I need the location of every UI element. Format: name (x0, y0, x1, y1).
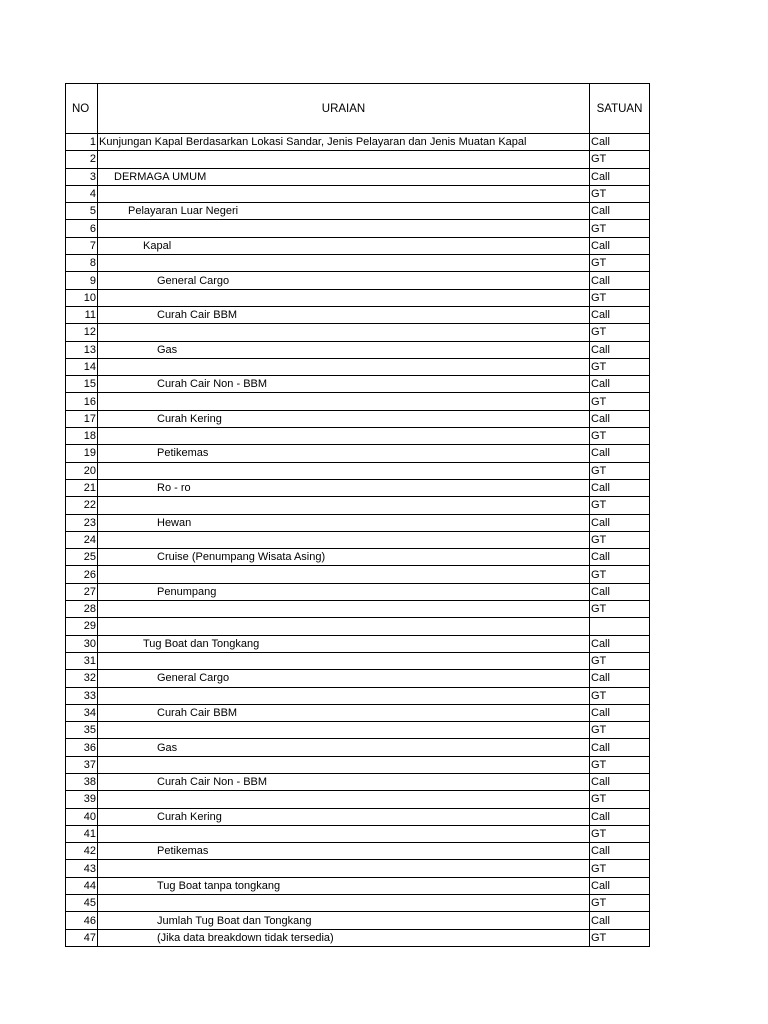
uraian-cell[interactable] (98, 791, 590, 808)
row-number-cell[interactable]: 35 (66, 722, 98, 739)
satuan-cell[interactable]: GT (590, 289, 650, 306)
satuan-cell[interactable]: Call (590, 808, 650, 825)
row-number-cell[interactable]: 20 (66, 462, 98, 479)
uraian-cell[interactable]: Curah Kering (98, 808, 590, 825)
satuan-cell[interactable]: Call (590, 843, 650, 860)
satuan-cell[interactable]: GT (590, 531, 650, 548)
uraian-cell[interactable] (98, 185, 590, 202)
uraian-cell[interactable]: Curah Cair Non - BBM (98, 773, 590, 790)
row-number-cell[interactable]: 15 (66, 376, 98, 393)
table-row (66, 341, 650, 358)
table-header (66, 84, 650, 134)
uraian-cell[interactable] (98, 756, 590, 773)
table-row (66, 410, 650, 427)
table-row (66, 912, 650, 929)
uraian-cell[interactable]: Ro - ro (98, 479, 590, 496)
row-number-cell[interactable]: 4 (66, 185, 98, 202)
table-row (66, 428, 650, 445)
satuan-cell[interactable]: GT (590, 601, 650, 618)
table-row (66, 791, 650, 808)
satuan-cell[interactable]: Call (590, 134, 650, 151)
uraian-cell[interactable] (98, 393, 590, 410)
uraian-cell[interactable]: Tug Boat tanpa tongkang (98, 877, 590, 894)
uraian-cell[interactable]: Curah Kering (98, 410, 590, 427)
satuan-cell[interactable]: Call (590, 341, 650, 358)
table-row (66, 168, 650, 185)
table-row (66, 324, 650, 341)
row-number-cell[interactable]: 47 (66, 929, 98, 946)
uraian-cell[interactable]: Kapal (98, 237, 590, 254)
table-row (66, 929, 650, 946)
satuan-cell[interactable]: GT (590, 428, 650, 445)
uraian-cell[interactable] (98, 151, 590, 168)
row-number-cell[interactable]: 46 (66, 912, 98, 929)
row-number-cell[interactable]: 18 (66, 428, 98, 445)
uraian-cell[interactable] (98, 497, 590, 514)
uraian-cell[interactable] (98, 687, 590, 704)
satuan-cell[interactable]: GT (590, 825, 650, 842)
satuan-cell[interactable]: Call (590, 203, 650, 220)
table-row (66, 670, 650, 687)
row-number-cell[interactable]: 27 (66, 583, 98, 600)
table-row (66, 306, 650, 323)
satuan-cell[interactable]: GT (590, 791, 650, 808)
satuan-cell[interactable]: Call (590, 306, 650, 323)
table-row (66, 549, 650, 566)
table-row (66, 895, 650, 912)
table-row (66, 497, 650, 514)
row-number-cell[interactable]: 44 (66, 877, 98, 894)
table-row (66, 825, 650, 842)
satuan-cell[interactable]: Call (590, 549, 650, 566)
satuan-cell[interactable]: GT (590, 358, 650, 375)
row-number-cell[interactable]: 40 (66, 808, 98, 825)
row-number-cell[interactable]: 32 (66, 670, 98, 687)
table-row (66, 877, 650, 894)
uraian-cell[interactable]: Curah Cair BBM (98, 704, 590, 721)
header-row (66, 84, 650, 134)
satuan-cell[interactable]: GT (590, 860, 650, 877)
table-row (66, 566, 650, 583)
row-number-cell[interactable]: 43 (66, 860, 98, 877)
row-number-cell[interactable]: 36 (66, 739, 98, 756)
uraian-cell[interactable]: General Cargo (98, 272, 590, 289)
uraian-cell[interactable]: Petikemas (98, 445, 590, 462)
satuan-cell[interactable]: GT (590, 687, 650, 704)
satuan-cell[interactable]: GT (590, 393, 650, 410)
row-number-cell[interactable]: 39 (66, 791, 98, 808)
row-number-cell[interactable]: 3 (66, 168, 98, 185)
uraian-cell[interactable]: Pelayaran Luar Negeri (98, 203, 590, 220)
table-row (66, 237, 650, 254)
row-number-cell[interactable]: 7 (66, 237, 98, 254)
satuan-cell[interactable]: GT (590, 185, 650, 202)
column-header-no[interactable]: NO (66, 84, 98, 134)
table-row (66, 479, 650, 496)
satuan-cell[interactable]: GT (590, 462, 650, 479)
table-row (66, 514, 650, 531)
row-number-cell[interactable]: 37 (66, 756, 98, 773)
satuan-cell[interactable]: Call (590, 445, 650, 462)
uraian-cell[interactable] (98, 895, 590, 912)
table-row (66, 203, 650, 220)
row-number-cell[interactable]: 8 (66, 255, 98, 272)
table-row (66, 358, 650, 375)
row-number-cell[interactable]: 21 (66, 479, 98, 496)
satuan-cell[interactable]: Call (590, 635, 650, 652)
satuan-cell[interactable]: GT (590, 255, 650, 272)
satuan-cell[interactable]: Call (590, 704, 650, 721)
uraian-cell[interactable]: Kunjungan Kapal Berdasarkan Lokasi Sandar, Jenis Pelayaran dan Jenis Muatan Kapal (98, 134, 590, 151)
uraian-cell[interactable] (98, 601, 590, 618)
uraian-cell[interactable] (98, 358, 590, 375)
table-row (66, 289, 650, 306)
satuan-cell[interactable]: GT (590, 324, 650, 341)
satuan-cell[interactable]: GT (590, 652, 650, 669)
row-number-cell[interactable]: 10 (66, 289, 98, 306)
uraian-cell[interactable]: Gas (98, 341, 590, 358)
row-number-cell[interactable]: 28 (66, 601, 98, 618)
row-number-cell[interactable]: 26 (66, 566, 98, 583)
satuan-cell[interactable]: Call (590, 168, 650, 185)
uraian-cell[interactable]: Curah Cair Non - BBM (98, 376, 590, 393)
row-number-cell[interactable]: 25 (66, 549, 98, 566)
row-number-cell[interactable]: 11 (66, 306, 98, 323)
satuan-cell[interactable]: Call (590, 877, 650, 894)
uraian-cell[interactable] (98, 255, 590, 272)
table-row (66, 185, 650, 202)
uraian-cell[interactable]: Curah Cair BBM (98, 306, 590, 323)
row-number-cell[interactable]: 1 (66, 134, 98, 151)
table-row (66, 134, 650, 151)
data-table (65, 83, 650, 947)
satuan-cell[interactable]: GT (590, 722, 650, 739)
table-row (66, 635, 650, 652)
table-row (66, 255, 650, 272)
satuan-cell[interactable]: Call (590, 514, 650, 531)
uraian-cell[interactable] (98, 722, 590, 739)
satuan-cell[interactable]: Call (590, 376, 650, 393)
satuan-cell[interactable] (590, 618, 650, 635)
satuan-cell[interactable]: Call (590, 773, 650, 790)
table-row (66, 376, 650, 393)
row-number-cell[interactable]: 29 (66, 618, 98, 635)
table-row (66, 687, 650, 704)
table-row (66, 618, 650, 635)
uraian-cell[interactable] (98, 289, 590, 306)
uraian-cell[interactable]: Jumlah Tug Boat dan Tongkang (98, 912, 590, 929)
row-number-cell[interactable]: 6 (66, 220, 98, 237)
uraian-cell[interactable]: Cruise (Penumpang Wisata Asing) (98, 549, 590, 566)
table-row (66, 272, 650, 289)
uraian-cell[interactable] (98, 566, 590, 583)
uraian-cell[interactable]: Gas (98, 739, 590, 756)
row-number-cell[interactable]: 14 (66, 358, 98, 375)
uraian-cell[interactable] (98, 618, 590, 635)
table-row (66, 393, 650, 410)
satuan-cell[interactable]: Call (590, 237, 650, 254)
table-row (66, 843, 650, 860)
uraian-cell[interactable]: Petikemas (98, 843, 590, 860)
uraian-cell[interactable] (98, 428, 590, 445)
table-row (66, 652, 650, 669)
row-number-cell[interactable]: 30 (66, 635, 98, 652)
row-number-cell[interactable]: 2 (66, 151, 98, 168)
row-number-cell[interactable]: 12 (66, 324, 98, 341)
row-number-cell[interactable]: 17 (66, 410, 98, 427)
satuan-cell[interactable]: GT (590, 566, 650, 583)
satuan-cell[interactable]: Call (590, 272, 650, 289)
row-number-cell[interactable]: 5 (66, 203, 98, 220)
row-number-cell[interactable]: 22 (66, 497, 98, 514)
satuan-cell[interactable]: GT (590, 895, 650, 912)
table-row (66, 601, 650, 618)
uraian-cell[interactable]: Tug Boat dan Tongkang (98, 635, 590, 652)
satuan-cell[interactable]: GT (590, 151, 650, 168)
table-row (66, 583, 650, 600)
row-number-cell[interactable]: 38 (66, 773, 98, 790)
uraian-cell[interactable] (98, 860, 590, 877)
table-row (66, 860, 650, 877)
table-row (66, 531, 650, 548)
row-number-cell[interactable]: 42 (66, 843, 98, 860)
uraian-cell[interactable] (98, 531, 590, 548)
satuan-cell[interactable]: GT (590, 929, 650, 946)
uraian-cell[interactable] (98, 652, 590, 669)
uraian-cell[interactable] (98, 462, 590, 479)
table-row (66, 704, 650, 721)
row-number-cell[interactable]: 41 (66, 825, 98, 842)
satuan-cell[interactable]: GT (590, 756, 650, 773)
uraian-cell[interactable]: Penumpang (98, 583, 590, 600)
satuan-cell[interactable]: Call (590, 670, 650, 687)
row-number-cell[interactable]: 19 (66, 445, 98, 462)
satuan-cell[interactable]: Call (590, 912, 650, 929)
table-row (66, 808, 650, 825)
row-number-cell[interactable]: 45 (66, 895, 98, 912)
row-number-cell[interactable]: 34 (66, 704, 98, 721)
satuan-cell[interactable]: GT (590, 220, 650, 237)
table-row (66, 151, 650, 168)
row-number-cell[interactable]: 31 (66, 652, 98, 669)
row-number-cell[interactable]: 23 (66, 514, 98, 531)
satuan-cell[interactable]: Call (590, 583, 650, 600)
uraian-cell[interactable]: General Cargo (98, 670, 590, 687)
uraian-cell[interactable] (98, 220, 590, 237)
satuan-cell[interactable]: Call (590, 410, 650, 427)
uraian-cell[interactable] (98, 825, 590, 842)
column-header-uraian[interactable]: URAIAN (98, 84, 590, 134)
table-row (66, 220, 650, 237)
uraian-cell[interactable] (98, 324, 590, 341)
satuan-cell[interactable]: Call (590, 739, 650, 756)
row-number-cell[interactable]: 33 (66, 687, 98, 704)
table-row (66, 739, 650, 756)
table-row (66, 756, 650, 773)
satuan-cell[interactable]: GT (590, 497, 650, 514)
row-number-cell[interactable]: 9 (66, 272, 98, 289)
satuan-cell[interactable]: Call (590, 479, 650, 496)
row-number-cell[interactable]: 24 (66, 531, 98, 548)
row-number-cell[interactable]: 16 (66, 393, 98, 410)
uraian-cell[interactable]: Hewan (98, 514, 590, 531)
uraian-cell[interactable]: DERMAGA UMUM (98, 168, 590, 185)
table-row (66, 462, 650, 479)
table-row (66, 445, 650, 462)
uraian-cell[interactable]: (Jika data breakdown tidak tersedia) (98, 929, 590, 946)
table-body (66, 134, 650, 947)
row-number-cell[interactable]: 13 (66, 341, 98, 358)
table-row (66, 773, 650, 790)
table-row (66, 722, 650, 739)
column-header-satuan[interactable]: SATUAN (590, 84, 650, 134)
